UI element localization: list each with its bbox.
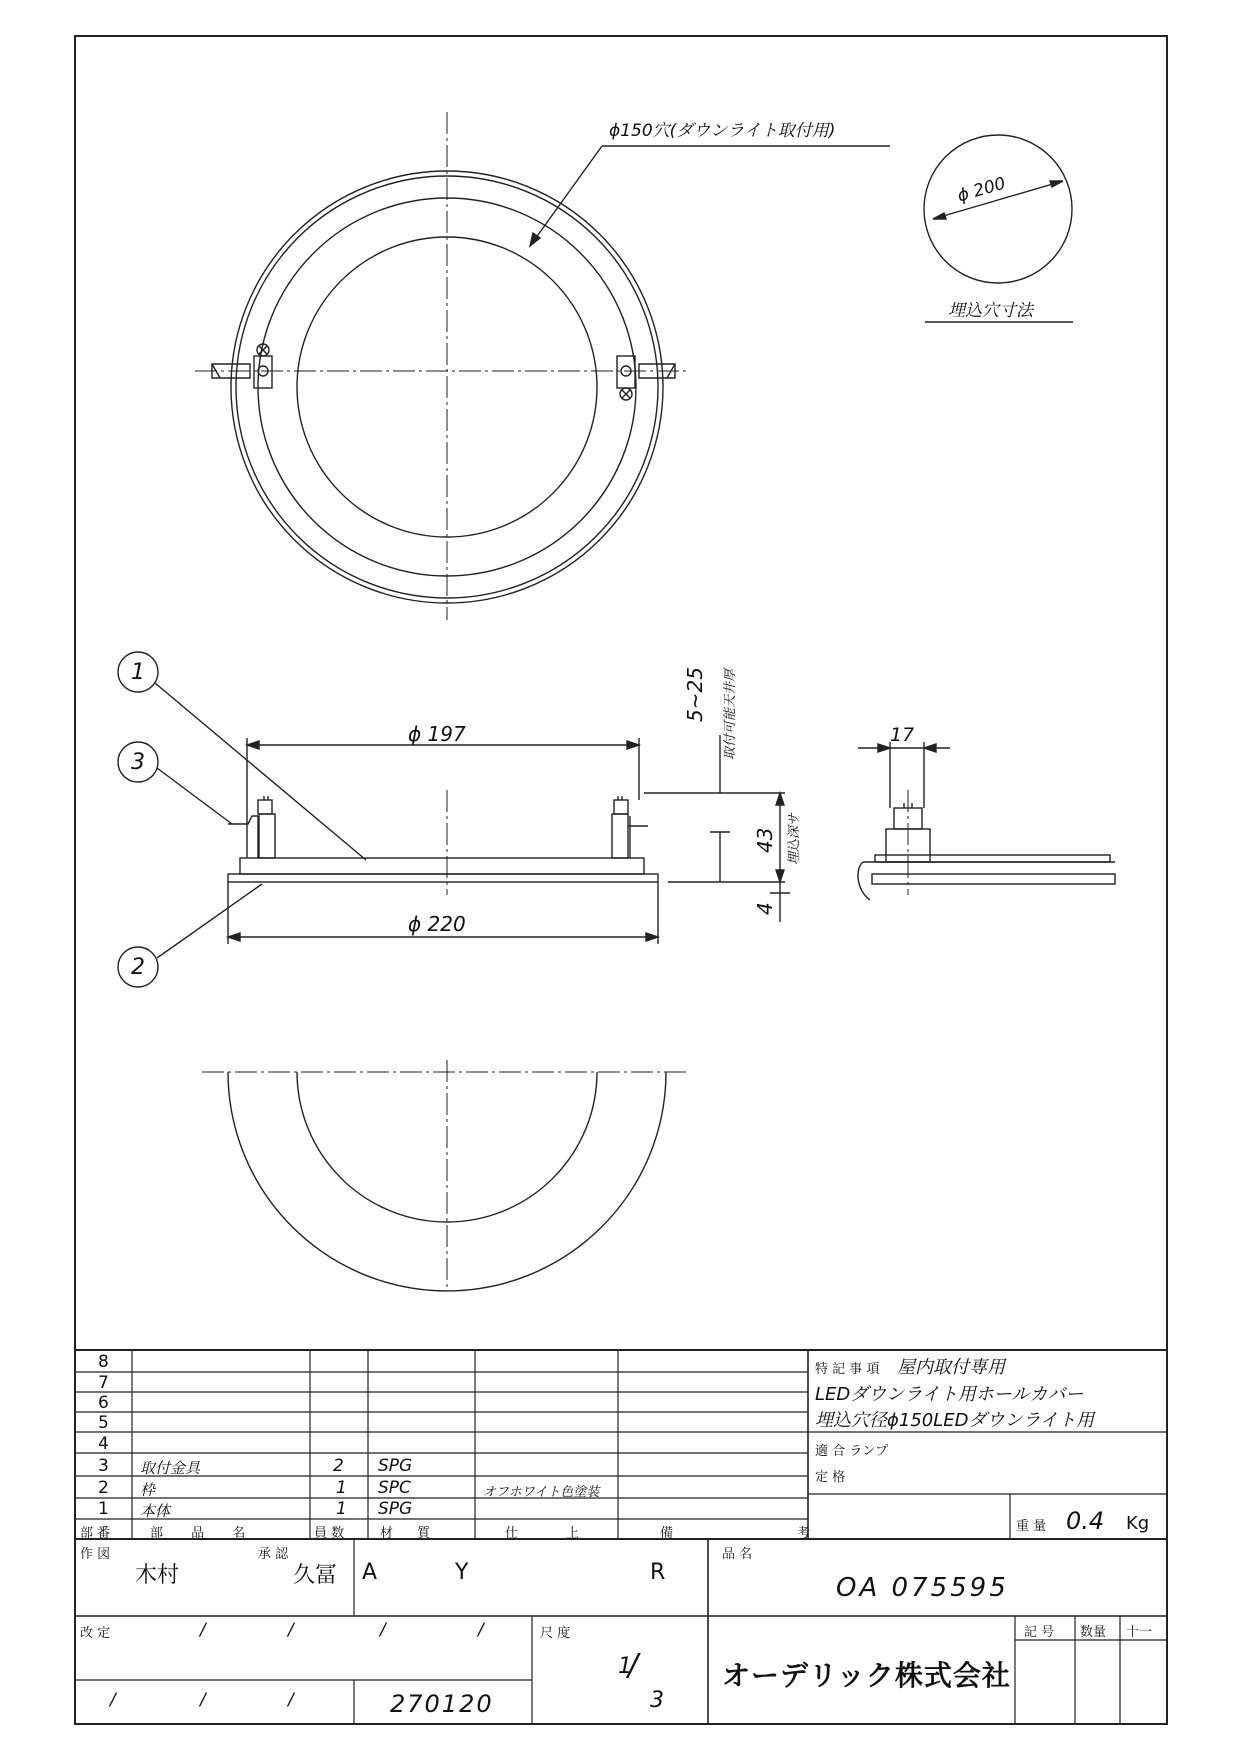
revision-slash: / xyxy=(380,1620,386,1640)
count-label: 数量 xyxy=(1080,1625,1107,1640)
part-qty: 2 xyxy=(333,1456,344,1476)
part-qty: 1 xyxy=(336,1478,347,1498)
revision-slash: / xyxy=(288,1620,294,1640)
scale-numerator: 1 xyxy=(618,1654,632,1679)
callout-1: 1 xyxy=(131,660,145,685)
row-no: 4 xyxy=(98,1434,109,1454)
product-label: 品 名 xyxy=(722,1547,753,1562)
cutout-caption: 埋込穴寸法 xyxy=(948,301,1033,321)
company-name: オーデリック株式会社 xyxy=(722,1659,1011,1692)
depth-note: 埋込深サ xyxy=(787,812,802,865)
dim-43: 43 xyxy=(753,827,777,853)
header-finish: 仕 上 xyxy=(505,1526,602,1541)
scale-label: 尺 度 xyxy=(540,1626,571,1641)
part-name: 取付金具 xyxy=(140,1459,201,1477)
dim-5-25: 5~25 xyxy=(683,667,707,722)
header-no: 部 番 xyxy=(80,1526,111,1541)
revision-date: 270120 xyxy=(390,1690,494,1718)
callout-3: 3 xyxy=(131,750,145,775)
header-name: 部 品 名 xyxy=(150,1526,258,1541)
rating-label: 定 格 xyxy=(815,1470,846,1485)
row-no: 7 xyxy=(98,1373,109,1393)
ceiling-note: 取付可能天井厚 xyxy=(723,668,738,760)
dim-4: 4 xyxy=(753,902,777,915)
row-no: 1 xyxy=(98,1499,109,1519)
grade-y: Y xyxy=(455,1560,469,1585)
cutout-circle xyxy=(924,135,1073,322)
product-code: OA 075595 xyxy=(836,1573,1009,1603)
spec-label: 特 記 事 項 xyxy=(815,1362,880,1377)
scale-slash: / xyxy=(628,1648,639,1683)
dim-220: ϕ 220 xyxy=(408,912,466,936)
approved-label: 承 認 xyxy=(258,1547,289,1562)
weight-unit: Kg xyxy=(1126,1513,1150,1534)
row-no: 6 xyxy=(98,1393,109,1413)
header-qty: 員 数 xyxy=(314,1526,345,1541)
dim-17: 17 xyxy=(890,724,915,746)
lamp-label: 適 合 ランプ xyxy=(815,1444,889,1459)
bottom-view xyxy=(202,1060,688,1291)
revision-slash: / xyxy=(200,1620,206,1640)
spec-line-3: 埋込穴径ϕ150LEDダウンライト用 xyxy=(815,1410,1094,1431)
symbol-label: 記 号 xyxy=(1024,1625,1055,1640)
top-view xyxy=(195,112,890,620)
part-material: SPC xyxy=(378,1478,411,1498)
header-material: 材 質 xyxy=(380,1526,441,1541)
part-material: SPG xyxy=(378,1456,413,1476)
approved-by: 久冨 xyxy=(293,1563,338,1588)
part-finish: オフホワイト色塗装 xyxy=(483,1485,600,1500)
row-no: 3 xyxy=(98,1456,109,1476)
drawn-label: 作 図 xyxy=(80,1547,111,1562)
hole-note: ϕ150穴(ダウンライト取付用) xyxy=(609,121,836,141)
end-view xyxy=(858,742,1115,900)
weight-value: 0.4 xyxy=(1066,1507,1105,1535)
revision-slash: / xyxy=(288,1690,294,1710)
weight-label: 重 量 xyxy=(1016,1519,1047,1534)
scale-denominator: 3 xyxy=(650,1688,664,1713)
part-qty: 1 xyxy=(336,1499,347,1519)
row-no: 5 xyxy=(98,1413,109,1433)
misc-label: 十一 xyxy=(1126,1625,1153,1640)
revision-label: 改 定 xyxy=(80,1626,111,1641)
part-name: 本体 xyxy=(140,1502,171,1520)
row-no: 2 xyxy=(98,1478,109,1498)
part-name: 枠 xyxy=(140,1481,156,1499)
revision-slash: / xyxy=(478,1620,484,1640)
grade-a: A xyxy=(362,1560,378,1585)
header-note: 備 考 xyxy=(660,1526,871,1541)
drawn-by: 木村 xyxy=(135,1563,180,1588)
grade-r: R xyxy=(650,1560,666,1585)
row-no: 8 xyxy=(98,1352,109,1372)
cutout-diameter: ϕ 200 xyxy=(955,173,1008,207)
part-material: SPG xyxy=(378,1499,413,1519)
callout-2: 2 xyxy=(131,955,145,980)
dim-197: ϕ 197 xyxy=(408,722,466,746)
revision-slash: / xyxy=(200,1690,206,1710)
spec-line-2: LEDダウンライト用ホールカバー xyxy=(815,1384,1084,1405)
spec-line-1: 屋内取付専用 xyxy=(897,1357,1005,1378)
revision-slash: / xyxy=(110,1690,116,1710)
